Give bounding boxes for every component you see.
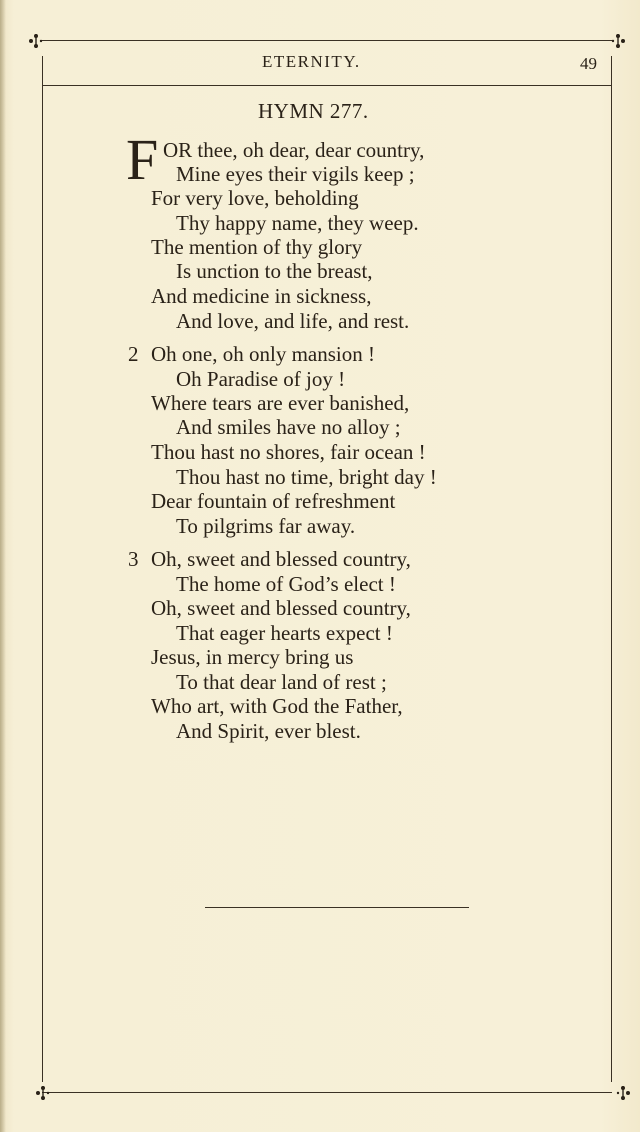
hymn-line: And love, and life, and rest. <box>176 309 410 333</box>
hymn-line: Who art, with God the Father, <box>151 694 403 718</box>
left-border-rule <box>42 56 43 1082</box>
hymn-line: The mention of thy glory <box>151 235 363 259</box>
end-rule <box>205 907 469 908</box>
corner-ornament-icon <box>27 32 45 50</box>
hymn-title: HYMN 277. <box>258 99 369 123</box>
corner-ornament-icon <box>34 1084 52 1102</box>
verse-number: 3 <box>128 547 139 571</box>
page-edge-shadow <box>0 0 6 1132</box>
hymn-line: To that dear land of rest ; <box>176 670 387 694</box>
hymn-line: Oh Paradise of joy ! <box>176 367 346 391</box>
hymn-line: Where tears are ever banished, <box>151 391 410 415</box>
hymn-line: That eager hearts expect ! <box>176 621 393 645</box>
drop-cap: F <box>126 127 159 192</box>
hymn-line: And Spirit, ever blest. <box>176 719 361 743</box>
hymn-line: And medicine in sickness, <box>151 284 372 308</box>
hymn-line: The home of God’s elect ! <box>176 572 396 596</box>
hymn-line: Oh one, oh only mansion ! <box>151 342 375 366</box>
hymn-line: OR thee, oh dear, dear country, <box>163 138 425 162</box>
hymn-line: For very love, beholding <box>151 186 359 210</box>
corner-ornament-icon <box>614 1084 632 1102</box>
hymn-line: Is unction to the breast, <box>176 259 373 283</box>
top-border-rule <box>42 40 612 41</box>
bottom-border-rule <box>42 1092 612 1093</box>
hymn-line: Oh, sweet and blessed country, <box>151 596 411 620</box>
corner-ornament-icon <box>609 32 627 50</box>
right-border-rule <box>611 56 612 1082</box>
hymn-line: Oh, sweet and blessed country, <box>151 547 411 571</box>
hymn-line: Dear fountain of refreshment <box>151 489 396 513</box>
header-underline-rule <box>42 85 612 86</box>
hymn-line: Thy happy name, they weep. <box>176 211 419 235</box>
hymn-line: And smiles have no alloy ; <box>176 415 401 439</box>
hymn-line: Mine eyes their vigils keep ; <box>176 162 415 186</box>
running-head: ETERNITY. <box>262 52 361 71</box>
hymn-line: Thou hast no time, bright day ! <box>176 465 437 489</box>
verse-number: 2 <box>128 342 139 366</box>
page-number: 49 <box>580 54 597 73</box>
hymn-line: Jesus, in mercy bring us <box>151 645 354 669</box>
hymn-line: To pilgrims far away. <box>176 514 356 538</box>
hymn-line: Thou hast no shores, fair ocean ! <box>151 440 426 464</box>
